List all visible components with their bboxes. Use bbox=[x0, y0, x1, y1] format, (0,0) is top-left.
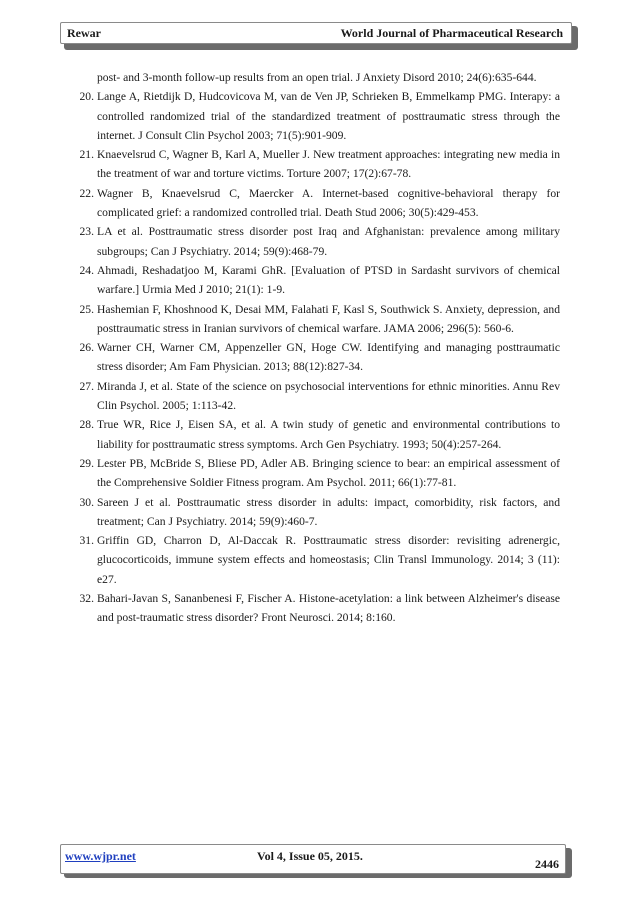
reference-text: Warner CH, Warner CM, Appenzeller GN, Hoge CW. Identifying and managing posttraumatic stress disorder; Am Fam Physician. 2013; 88(12):827-34. bbox=[97, 341, 560, 374]
reference-number: 21. bbox=[79, 148, 94, 162]
reference-text: Bahari-Javan S, Sananbenesi F, Fischer A. Histone-acetylation: a link between Alzheimer's disease and post-traumatic stress disorder? Front Neurosci. 2014; 8:160. bbox=[97, 592, 560, 625]
reference-item bbox=[74, 68, 560, 87]
reference-number: 29. bbox=[79, 456, 94, 470]
reference-text: post- and 3-month follow-up results from an open trial. J Anxiety Disord 2010; 24(6):635-644. bbox=[97, 71, 537, 84]
journal-website-link[interactable]: www.wjpr.net bbox=[65, 849, 136, 863]
reference-number: 22. bbox=[79, 186, 94, 200]
reference-number: 30. bbox=[79, 495, 94, 509]
reference-item bbox=[74, 589, 560, 628]
reference-text: Miranda J, et al. State of the science on psychosocial interventions for ethnic minorities. Annu Rev Clin Psychol. 2005; 1:113-42. bbox=[97, 379, 560, 413]
reference-item bbox=[74, 531, 560, 589]
reference-list bbox=[74, 68, 560, 628]
reference-number: 26. bbox=[79, 341, 94, 355]
reference-item bbox=[74, 415, 560, 454]
reference-number: 31. bbox=[79, 534, 94, 548]
reference-number: 28. bbox=[79, 418, 94, 432]
reference-text: Ahmadi, Reshadatjoo M, Karami GhR. [Evaluation of PTSD in Sardasht survivors of chemical warfare.] Urmia Med J 2010; 21(1): 1-9. bbox=[97, 263, 560, 297]
reference-text: Lange A, Rietdijk D, Hudcovicova M, van de Ven JP, Schrieken B, Emmelkamp PMG. Interapy: a controlled randomized trial of the standardized treatment of posttraumatic stress through the internet. J Consult Clin Psychol 2003; 71(5):901-909. bbox=[97, 90, 560, 142]
reference-item bbox=[74, 377, 560, 416]
reference-item bbox=[74, 338, 560, 377]
reference-number: 23. bbox=[79, 225, 94, 239]
reference-item bbox=[74, 493, 560, 532]
reference-text: LA et al. Posttraumatic stress disorder post Iraq and Afghanistan: prevalence among military subgroups; Can J Psychiatry. 2014; 59(9):468-79. bbox=[97, 225, 560, 258]
page-footer bbox=[60, 844, 566, 874]
reference-text: Knaevelsrud C, Wagner B, Karl A, Mueller J. New treatment approaches: integrating new media in the treatment of war and torture victims. Torture 2007; 17(2):67-78. bbox=[97, 148, 560, 181]
reference-text: Wagner B, Knaevelsrud C, Maercker A. Internet-based cognitive-behavioral therapy for complicated grief: a randomized controlled trial. Death Stud 2006; 30(5):429-453. bbox=[97, 186, 560, 220]
reference-item bbox=[74, 222, 560, 261]
reference-item bbox=[74, 184, 560, 223]
reference-text: Sareen J et al. Posttraumatic stress disorder in adults: impact, comorbidity, risk factors, and treatment; Can J Psychiatry. 2014; 59(9):460-7. bbox=[97, 495, 560, 528]
reference-item bbox=[74, 300, 560, 339]
header-journal-title: World Journal of Pharmaceutical Research bbox=[340, 26, 563, 40]
reference-text: Hashemian F, Khoshnood K, Desai MM, Falahati F, Kasl S, Southwick S. Anxiety, depression, and posttraumatic stress in Iranian survivors of chemical warfare. JAMA 2006; 296(5): 560-6. bbox=[97, 302, 560, 335]
reference-text: Griffin GD, Charron D, Al-Daccak R. Posttraumatic stress disorder: revisiting adrenergic, glucocorticoids, immune system effects and homeostasis; Clin Transl Immunology. 2014; 3 (11): e27. bbox=[97, 534, 560, 586]
page-number: 2446 bbox=[535, 857, 559, 871]
reference-item bbox=[74, 87, 560, 145]
reference-number: 32. bbox=[79, 592, 94, 606]
reference-number: 24. bbox=[79, 263, 94, 277]
header-author: Rewar bbox=[67, 26, 101, 40]
footer-volume-issue: Vol 4, Issue 05, 2015. bbox=[257, 849, 363, 863]
reference-item bbox=[74, 145, 560, 184]
reference-item bbox=[74, 261, 560, 300]
reference-text: True WR, Rice J, Eisen SA, et al. A twin study of genetic and environmental contributions to liability for posttraumatic stress symptoms. Arch Gen Psychiatry. 1993; 50(4):257-264. bbox=[97, 418, 560, 451]
reference-number: 25. bbox=[79, 302, 94, 316]
running-header bbox=[60, 22, 572, 44]
reference-text: Lester PB, McBride S, Bliese PD, Adler AB. Bringing science to bear: an empirical assessment of the Comprehensive Soldier Fitness program. Am Psychol. 2011; 66(1):77-81. bbox=[97, 456, 560, 490]
reference-item bbox=[74, 454, 560, 493]
reference-number: 27. bbox=[79, 379, 94, 393]
reference-number: 20. bbox=[79, 90, 94, 104]
